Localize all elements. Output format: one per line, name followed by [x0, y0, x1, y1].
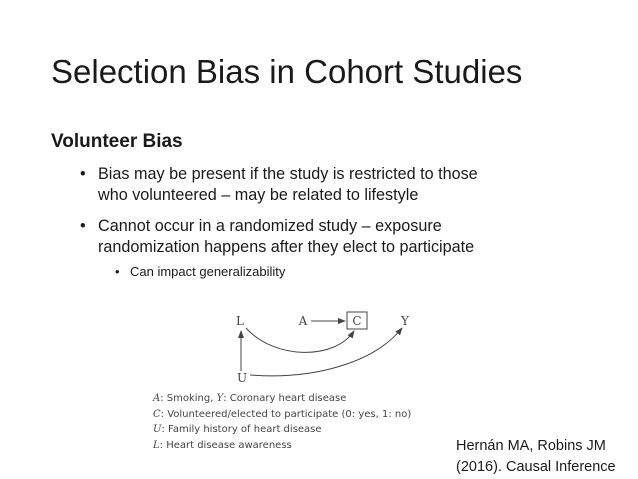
legend-text: : Coronary heart disease: [223, 393, 347, 404]
bullet-text-line: who volunteered – may be related to lifestyle: [98, 186, 419, 204]
legend-var: A: [153, 393, 161, 404]
sub-bullet-text: Can impact generalizability: [130, 264, 286, 279]
legend-var: Y: [216, 393, 224, 404]
dag-edge-l-c: [246, 328, 354, 352]
bullet-item: [80, 164, 618, 206]
bullet-dot-icon: •: [80, 217, 86, 235]
legend-row: [153, 422, 411, 438]
legend-text: : Volunteered/elected to participate (0: yes, 1: no): [160, 408, 412, 420]
bullet-text-line: Cannot occur in a randomized study – exposure: [98, 217, 442, 235]
bullet-text-line: Bias may be present if the study is restricted to those: [98, 165, 478, 183]
dag-node-c: C: [352, 314, 362, 328]
citation: [456, 436, 616, 478]
bullet-text-line: randomization happens after they elect to participate: [98, 238, 475, 256]
slide-subtitle: Volunteer Bias: [51, 131, 183, 152]
legend-var: C: [153, 408, 161, 420]
dag-node-u: U: [236, 371, 248, 385]
dag-legend: [153, 391, 411, 453]
citation-line: Hernán MA, Robins JM: [456, 438, 606, 454]
dag-edge-u-y: [250, 328, 402, 376]
legend-text: : Smoking,: [160, 393, 217, 404]
legend-var: U: [153, 424, 162, 435]
slide-title: Selection Bias in Cohort Studies: [51, 53, 523, 90]
legend-row: [153, 407, 411, 423]
bullet-item: [80, 216, 618, 258]
legend-row: [153, 391, 411, 407]
legend-text: : Family history of heart disease: [161, 424, 322, 435]
dag-node-y: Y: [401, 314, 409, 328]
dag-node-a: A: [298, 314, 308, 328]
bullet-dot-icon: •: [80, 165, 86, 183]
legend-var: L: [153, 439, 160, 451]
legend-text: : Heart disease awareness: [159, 439, 292, 451]
sub-bullet-item: [115, 263, 286, 281]
dag-node-l: L: [236, 314, 244, 328]
causal-dag: [140, 300, 470, 400]
legend-row: [153, 438, 411, 454]
sub-bullet-dot-icon: •: [115, 264, 120, 279]
citation-line: (2016). Causal Inference: [456, 459, 616, 475]
